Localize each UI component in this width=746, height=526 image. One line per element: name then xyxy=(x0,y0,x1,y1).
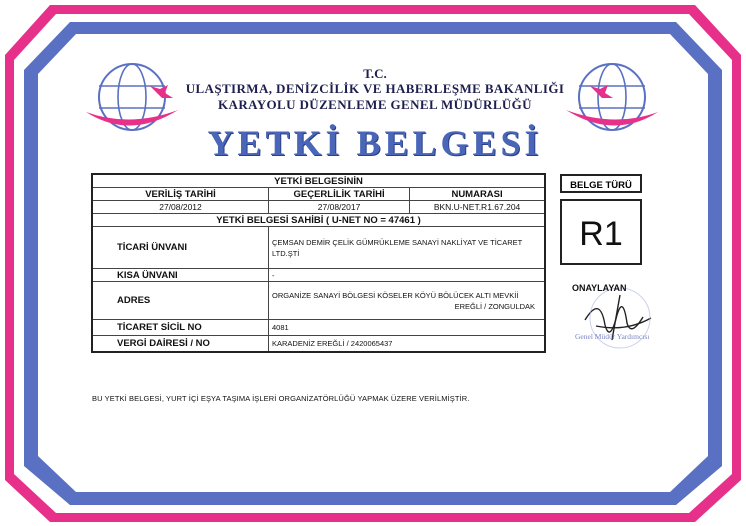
col-header-number: NUMARASI xyxy=(410,188,545,201)
header-tc: T.C. xyxy=(363,66,387,81)
stamp-text: Genel Müdür Yardımcısı xyxy=(575,332,650,341)
header-directorate: KARAYOLU DÜZENLEME GENEL MÜDÜRLÜĞÜ xyxy=(218,97,532,112)
certificate-table xyxy=(91,173,546,353)
trade-registry-label: TİCARET SİCİL NO xyxy=(92,320,269,336)
holder-title: YETKİ BELGESİ SAHİBİ ( U-NET NO = 47461 ) xyxy=(92,214,545,227)
trade-name-value: ÇEMSAN DEMİR ÇELİK GÜMRÜKLEME SANAYİ NAKLİYAT VE TİCARET LTD.ŞTİ xyxy=(269,227,546,269)
validity-date-value: 27/08/2017 xyxy=(269,201,410,214)
trade-registry-value: 4081 xyxy=(269,320,546,336)
header-ministry: ULAŞTIRMA, DENİZCİLİK VE HABERLEŞME BAKANLIĞI xyxy=(185,81,565,96)
trade-name-label: TİCARİ ÜNVANI xyxy=(92,227,269,269)
col-header-validity-date: GEÇERLİLİK TARİHİ xyxy=(269,188,410,201)
tax-office-value: KARADENİZ EREĞLİ / 2420065437 xyxy=(269,336,546,352)
address-city: EREĞLİ / ZONGULDAK xyxy=(454,301,535,311)
approver-label: ONAYLAYAN xyxy=(572,283,627,293)
footer-statement: BU YETKİ BELGESİ, YURT İÇİ EŞYA TAŞIMA İŞLERİ ORGANİZATÖRLÜĞÜ YAPMAK ÜZERE VERİLMİŞTİR. xyxy=(92,394,470,403)
document-title: YETKİ BELGESİ xyxy=(207,123,543,163)
address-label: ADRES xyxy=(92,282,269,320)
short-name-label: KISA ÜNVANI xyxy=(92,269,269,282)
tax-office-label: VERGİ DAİRESİ / NO xyxy=(92,336,269,352)
address-cell xyxy=(269,282,546,320)
short-name-value: - xyxy=(269,269,546,282)
col-header-issue-date: VERİLİŞ TARİHİ xyxy=(92,188,269,201)
address-value: ORGANİZE SANAYİ BÖLGESİ KÖSELER KÖYÜ BÖLÜCEK ALTI MEVKİİ xyxy=(272,290,519,300)
section-title: YETKİ BELGESİNİN xyxy=(92,174,545,188)
document-type-label: BELGE TÜRÜ xyxy=(560,174,642,193)
number-value: BKN.U-NET.R1.67.204 xyxy=(410,201,545,214)
document-type-value: R1 xyxy=(560,199,642,265)
issue-date-value: 27/08/2012 xyxy=(92,201,269,214)
